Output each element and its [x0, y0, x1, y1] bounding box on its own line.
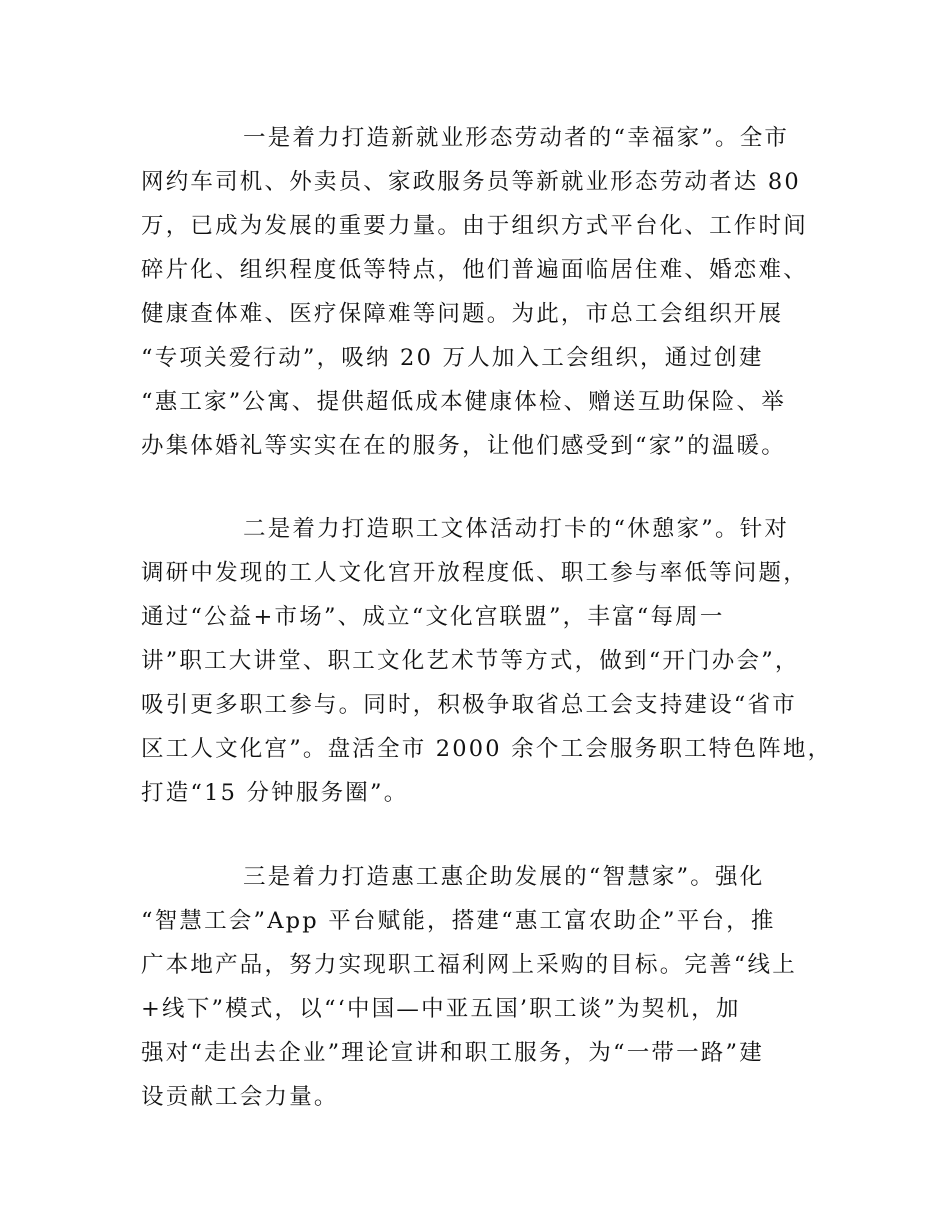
paragraph-line: “智慧工会”App 平台赋能，搭建“惠工富农助企”平台，推 [141, 908, 776, 934]
paragraph-line: 设贡献工会力量。 [141, 1084, 339, 1110]
paragraph-line: 碎片化、组织程度低等特点，他们普遍面临居住难、婚恋难、 [141, 257, 808, 283]
paragraph-line: “专项关爱行动”，吸纳 20 万人加入工会组织，通过创建 [141, 345, 764, 371]
paragraph-line: 广本地产品，努力实现职工福利网上采购的目标。完善“线上 [141, 952, 797, 978]
paragraph-line: “惠工家”公寓、提供超低成本健康体检、赠送互助保险、举 [141, 389, 786, 415]
paragraph-line: 讲”职工大讲堂、职工文化艺术节等方式，做到“开门办会”， [141, 648, 800, 674]
paragraph-line: +线下”模式，以“‘中国—中亚五国’职工谈”为契机，加 [141, 996, 741, 1022]
paragraph-line: 三是着力打造惠工惠企助发展的“智慧家”。强化 [243, 864, 765, 890]
paragraph-line: 网约车司机、外卖员、家政服务员等新就业形态劳动者达 80 [141, 169, 801, 195]
paragraph-line: 万，已成为发展的重要力量。由于组织方式平台化、工作时间 [141, 213, 808, 239]
paragraph-line: 吸引更多职工参与。同时，积极争取省总工会支持建设“省市 [141, 692, 797, 718]
paragraph-line: 打造“15 分钟服务圈”。 [141, 780, 409, 806]
paragraph-line: 办集体婚礼等实实在在的服务，让他们感受到“家”的温暖。 [141, 433, 786, 459]
paragraph-line: 调研中发现的工人文化宫开放程度低、职工参与率低等问题， [141, 560, 808, 586]
paragraph-line: 健康查体难、医疗保障难等问题。为此，市总工会组织开展 [141, 301, 784, 327]
paragraph-line: 通过“公益+市场”、成立“文化宫联盟”，丰富“每周一 [141, 604, 725, 630]
paragraph-line: 一是着力打造新就业形态劳动者的“幸福家”。全市 [243, 125, 790, 151]
paragraph-line: 区工人文化宫”。盘活全市 2000 余个工会服务职工特色阵地， [141, 736, 833, 762]
paragraph-line: 强对“走出去企业”理论宣讲和职工服务，为“一带一路”建 [141, 1040, 764, 1066]
paragraph-line: 二是着力打造职工文体活动打卡的“休憩家”。针对 [243, 516, 790, 542]
